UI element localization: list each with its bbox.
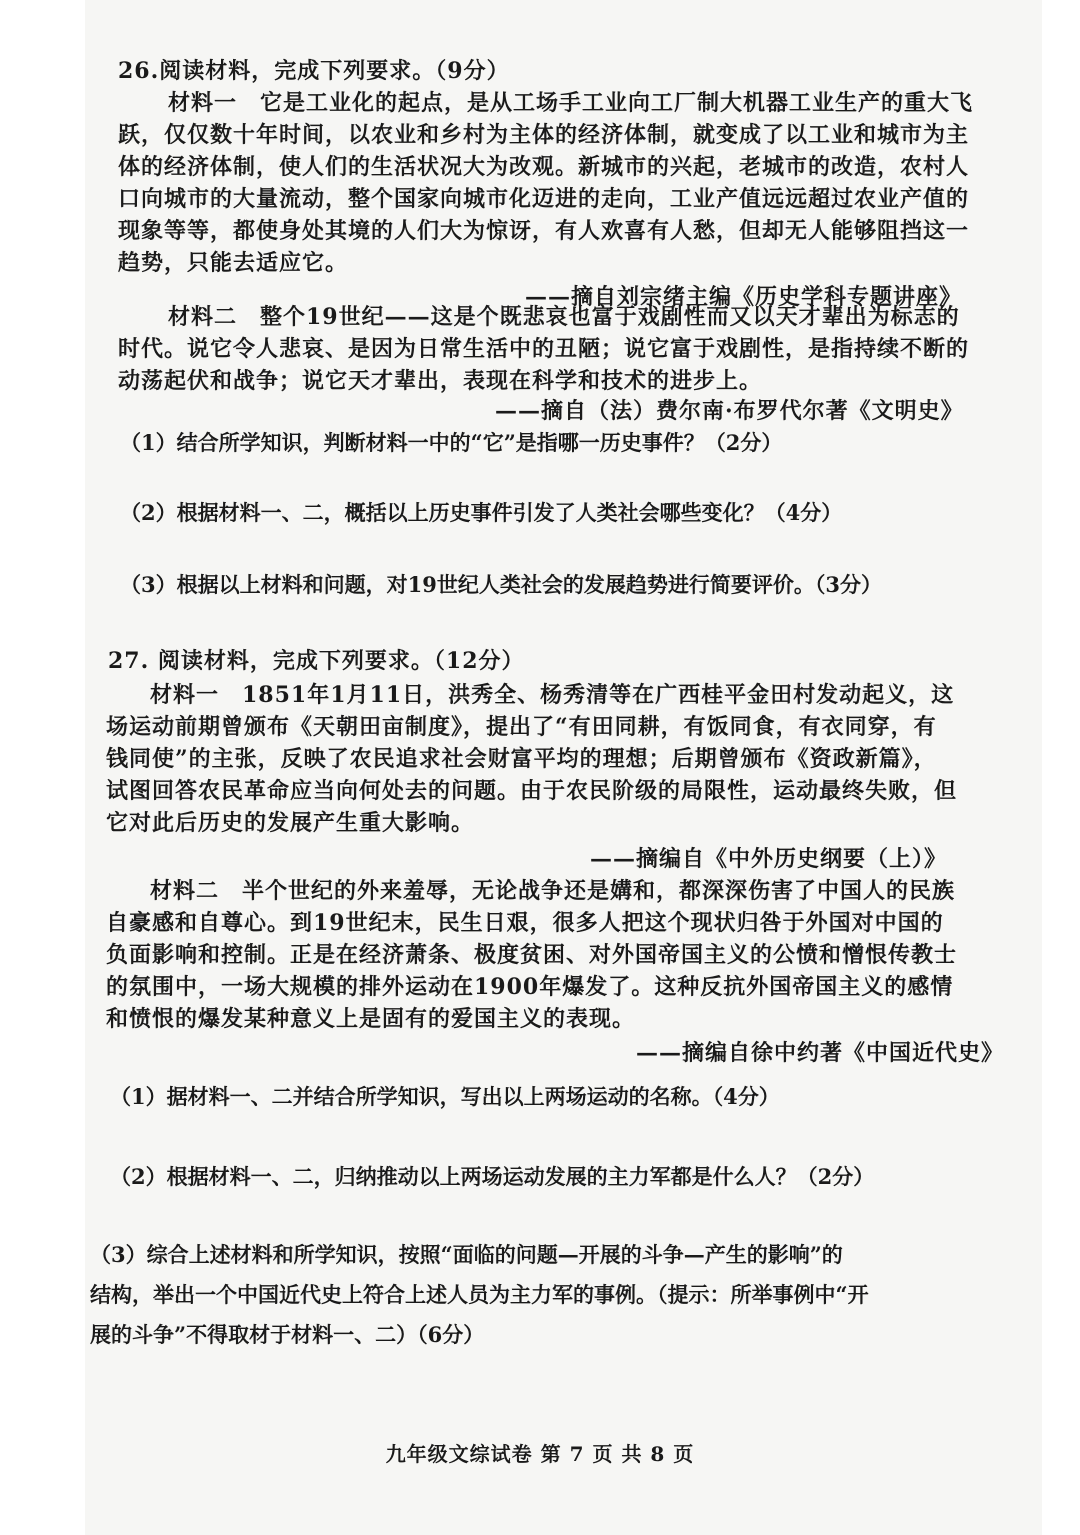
page-margin-right [1042,0,1080,1535]
q26-material1-source: ——摘自刘宗绪主编《历史学科专题讲座》 [525,284,963,310]
q26-material1-line: 材料一 它是工业化的起点，是从工场手工业向工厂制大机器工业生产的重大飞 [168,90,974,116]
q26-material2-source: ——摘自（法）费尔南·布罗代尔著《文明史》 [495,398,964,424]
q26-title: 26.阅读材料，完成下列要求。（9分） [118,58,510,84]
q26-material1-line: 体的经济体制，使人们的生活状况大为改观。新城市的兴起，老城市的改造，农村人 [118,154,970,180]
q26-material1-line: 趋势，只能去适应它。 [118,250,349,276]
q27-material1-line: 材料一 1851年1月11日，洪秀全、杨秀清等在广西桂平金田村发动起义，这 [150,682,955,708]
q26-material2-line: 时代。说它令人悲哀、是因为日常生活中的丑陋；说它富于戏剧性，是指持续不断的 [118,336,970,362]
q26-subquestion-2: （2）根据材料一、二，概括以上历史事件引发了人类社会哪些变化？（4分） [120,500,843,525]
q27-title: 27. 阅读材料，完成下列要求。（12分） [108,648,525,674]
q27-subquestion-3-line: （3）综合上述材料和所学知识，按照“面临的问题—开展的斗争—产生的影响”的 [90,1242,843,1267]
q27-material1-line: 场运动前期曾颁布《天朝田亩制度》，提出了“有田同耕，有饭同食，有衣同穿，有 [106,714,937,740]
q27-material1-line: 钱同使”的主张，反映了农民追求社会财富平均的理想；后期曾颁布《资政新篇》， [106,746,937,772]
q26-material1-line: 跃，仅仅数十年时间，以农业和乡村为主体的经济体制，就变成了以工业和城市为主 [118,122,970,148]
q27-material1-line: 它对此后历史的发展产生重大影响。 [106,810,475,836]
q27-material2-line: 自豪感和自尊心。到19世纪末，民生日艰，很多人把这个现状归咎于外国对中国的 [106,910,944,936]
q26-subquestion-1: （1）结合所学知识，判断材料一中的“它”是指哪一历史事件？（2分） [120,430,783,455]
q27-subquestion-2: （2）根据材料一、二，归纳推动以上两场运动发展的主力军都是什么人？（2分） [110,1164,875,1189]
q26-material2-line: 材料二 整个19世纪——这是个既悲哀也富于戏剧性而又以天才辈出为标志的 [168,304,960,330]
q27-material2-line: 的氛围中，一场大规模的排外运动在1900年爆发了。这种反抗外国帝国主义的感情 [106,974,954,1000]
q26-material1-line: 现象等等，都使身处其境的人们大为惊讶，有人欢喜有人愁，但却无人能够阻挡这一 [118,218,970,244]
q26-material2-line: 动荡起伏和战争；说它天才辈出，表现在科学和技术的进步上。 [118,368,763,394]
page-footer: 九年级文综试卷 第 7 页 共 8 页 [385,1442,695,1466]
q27-material2-line: 材料二 半个世纪的外来羞辱，无论战争还是媾和，都深深伤害了中国人的民族 [150,878,956,904]
q27-material2-line: 和愤恨的爆发某种意义上是固有的爱国主义的表现。 [106,1006,636,1032]
q27-material2-source: ——摘编自徐中约著《中国近代史》 [636,1040,1005,1066]
q27-subquestion-3-line: 展的斗争”不得取材于材料一、二）（6分） [90,1322,485,1347]
q26-material1-line: 口向城市的大量流动，整个国家向城市化迈进的走向，工业产值远远超过农业产值的 [118,186,970,212]
q27-material1-source: ——摘编自《中外历史纲要（上）》 [590,846,948,872]
q27-subquestion-3-line: 结构，举出一个中国近代史上符合上述人员为主力军的事例。（提示：所举事例中“开 [90,1282,869,1307]
q27-subquestion-1: （1）据材料一、二并结合所学知识，写出以上两场运动的名称。（4分） [110,1084,780,1109]
q26-subquestion-3: （3）根据以上材料和问题，对19世纪人类社会的发展趋势进行简要评价。（3分） [120,572,882,597]
q27-material2-line: 负面影响和控制。正是在经济萧条、极度贫困、对外国帝国主义的公愤和憎恨传教士 [106,942,958,968]
q27-material1-line: 试图回答农民革命应当向何处去的问题。由于农民阶级的局限性，运动最终失败，但 [106,778,958,804]
page-margin-left [0,0,85,1535]
